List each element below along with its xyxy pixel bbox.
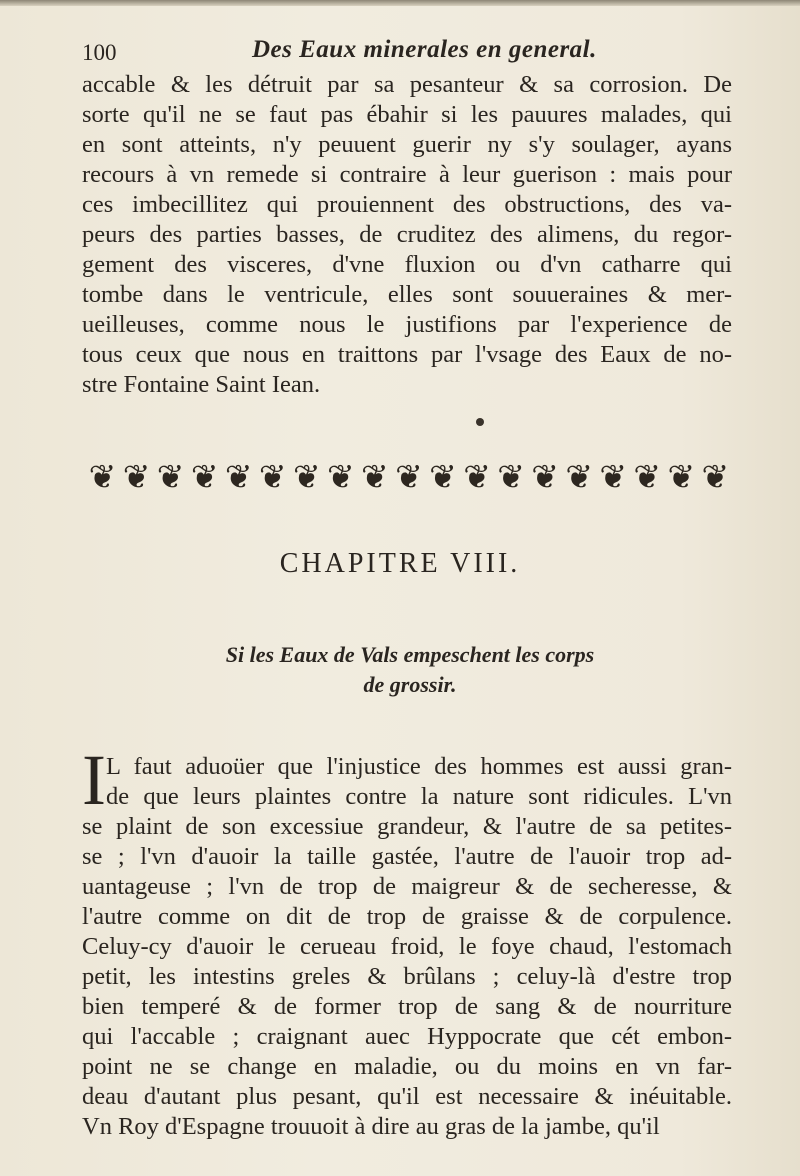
fleuron-icon: ❦ xyxy=(361,458,389,494)
text-line: tous ceux que nous en traittons par l'vsage des Eaux de no- xyxy=(82,341,732,368)
text-line: qui l'accable ; craignant auec Hyppocrate que cét embon- xyxy=(82,1023,732,1050)
text-line: petit, les intestins greles & brûlans ; celuy-là d'estre trop xyxy=(82,963,732,990)
fleuron-icon: ❦ xyxy=(258,458,287,494)
fleuron-icon: ❦ xyxy=(327,458,355,494)
running-title: Des Eaux minerales en general. xyxy=(252,36,597,63)
text-line: L faut aduoüer que l'injustice des hommes est aussi gran- xyxy=(106,753,732,780)
page-top-edge xyxy=(0,0,800,6)
fleuron-icon: ❦ xyxy=(190,458,219,494)
fleuron-icon: ❦ xyxy=(88,458,117,494)
text-line: accable & les détruit par sa pesanteur & sa corrosion. De xyxy=(82,71,732,98)
page-number: 100 xyxy=(82,40,117,65)
fleuron-icon: ❦ xyxy=(497,458,525,494)
fleuron-ornament-band xyxy=(86,458,732,494)
text-line: l'autre comme on dit de trop de graisse & de corpulence. xyxy=(82,903,732,930)
text-line: ces imbecillitez qui prouiennent des obstructions, des va- xyxy=(82,191,732,218)
ink-dot xyxy=(476,418,484,426)
chapter-title: CHAPITRE VIII. xyxy=(279,548,521,579)
text-line: Vn Roy d'Espagne trouuoit à dire au gras de la jambe, qu'il xyxy=(82,1113,660,1140)
fleuron-icon: ❦ xyxy=(463,458,491,494)
text-line: tombe dans le ventricule, elles sont souueraines & mer- xyxy=(82,281,732,308)
fleuron-icon: ❦ xyxy=(429,458,457,494)
page-header xyxy=(82,36,732,70)
fleuron-icon: ❦ xyxy=(667,458,696,494)
text-line: uantageuse ; l'vn de trop de maigreur & de secheresse, & xyxy=(82,873,732,900)
text-line: en sont atteints, n'y peuuent guerir ny s'y soulager, ayans xyxy=(82,131,732,158)
chapter-subtitle-line2: de grossir. xyxy=(363,672,457,697)
fleuron-icon: ❦ xyxy=(292,458,321,494)
chapter-paragraph xyxy=(82,752,732,1142)
fleuron-icon: ❦ xyxy=(599,458,628,494)
text-line: recours à vn remede si contraire à leur guerison : mais pour xyxy=(82,161,732,188)
text-line: gement des visceres, d'vne fluxion ou d'vn catharre qui xyxy=(82,251,732,278)
fleuron-icon: ❦ xyxy=(701,458,730,494)
continued-paragraph xyxy=(82,70,732,400)
text-line: ueilleuses, comme nous le justifions par l'experience de xyxy=(82,311,732,338)
fleuron-icon: ❦ xyxy=(531,458,559,494)
fleuron-icon: ❦ xyxy=(565,458,593,494)
drop-cap: I xyxy=(82,740,106,820)
text-line: deau d'autant plus pesant, qu'il est necessaire & inéuitable. xyxy=(82,1083,732,1110)
text-line: stre Fontaine Saint Iean. xyxy=(82,371,321,398)
fleuron-icon: ❦ xyxy=(122,458,151,494)
fleuron-icon: ❦ xyxy=(156,458,185,494)
fleuron-icon: ❦ xyxy=(395,458,423,494)
chapter-subtitle-line1: Si les Eaux de Vals empeschent les corps xyxy=(225,642,595,667)
text-line: de que leurs plaintes contre la nature sont ridicules. L'vn xyxy=(106,783,732,810)
text-line: peurs des parties basses, de cruditez des alimens, du regor- xyxy=(82,221,732,248)
text-line: se ; l'vn d'auoir la taille gastée, l'autre de l'auoir trop ad- xyxy=(82,843,732,870)
text-line: se plaint de son excessiue grandeur, & l'autre de sa petites- xyxy=(82,813,732,840)
text-line: point ne se change en maladie, ou du moins en vn far- xyxy=(82,1053,732,1080)
text-line: sorte qu'il ne se faut pas ébahir si les pauures malades, qui xyxy=(82,101,732,128)
text-line: bien temperé & de former trop de sang & de nourriture xyxy=(82,993,732,1020)
fleuron-icon: ❦ xyxy=(224,458,253,494)
text-line: Celuy-cy d'auoir le cerueau froid, le foye chaud, l'estomach xyxy=(82,933,732,960)
fleuron-icon: ❦ xyxy=(633,458,662,494)
